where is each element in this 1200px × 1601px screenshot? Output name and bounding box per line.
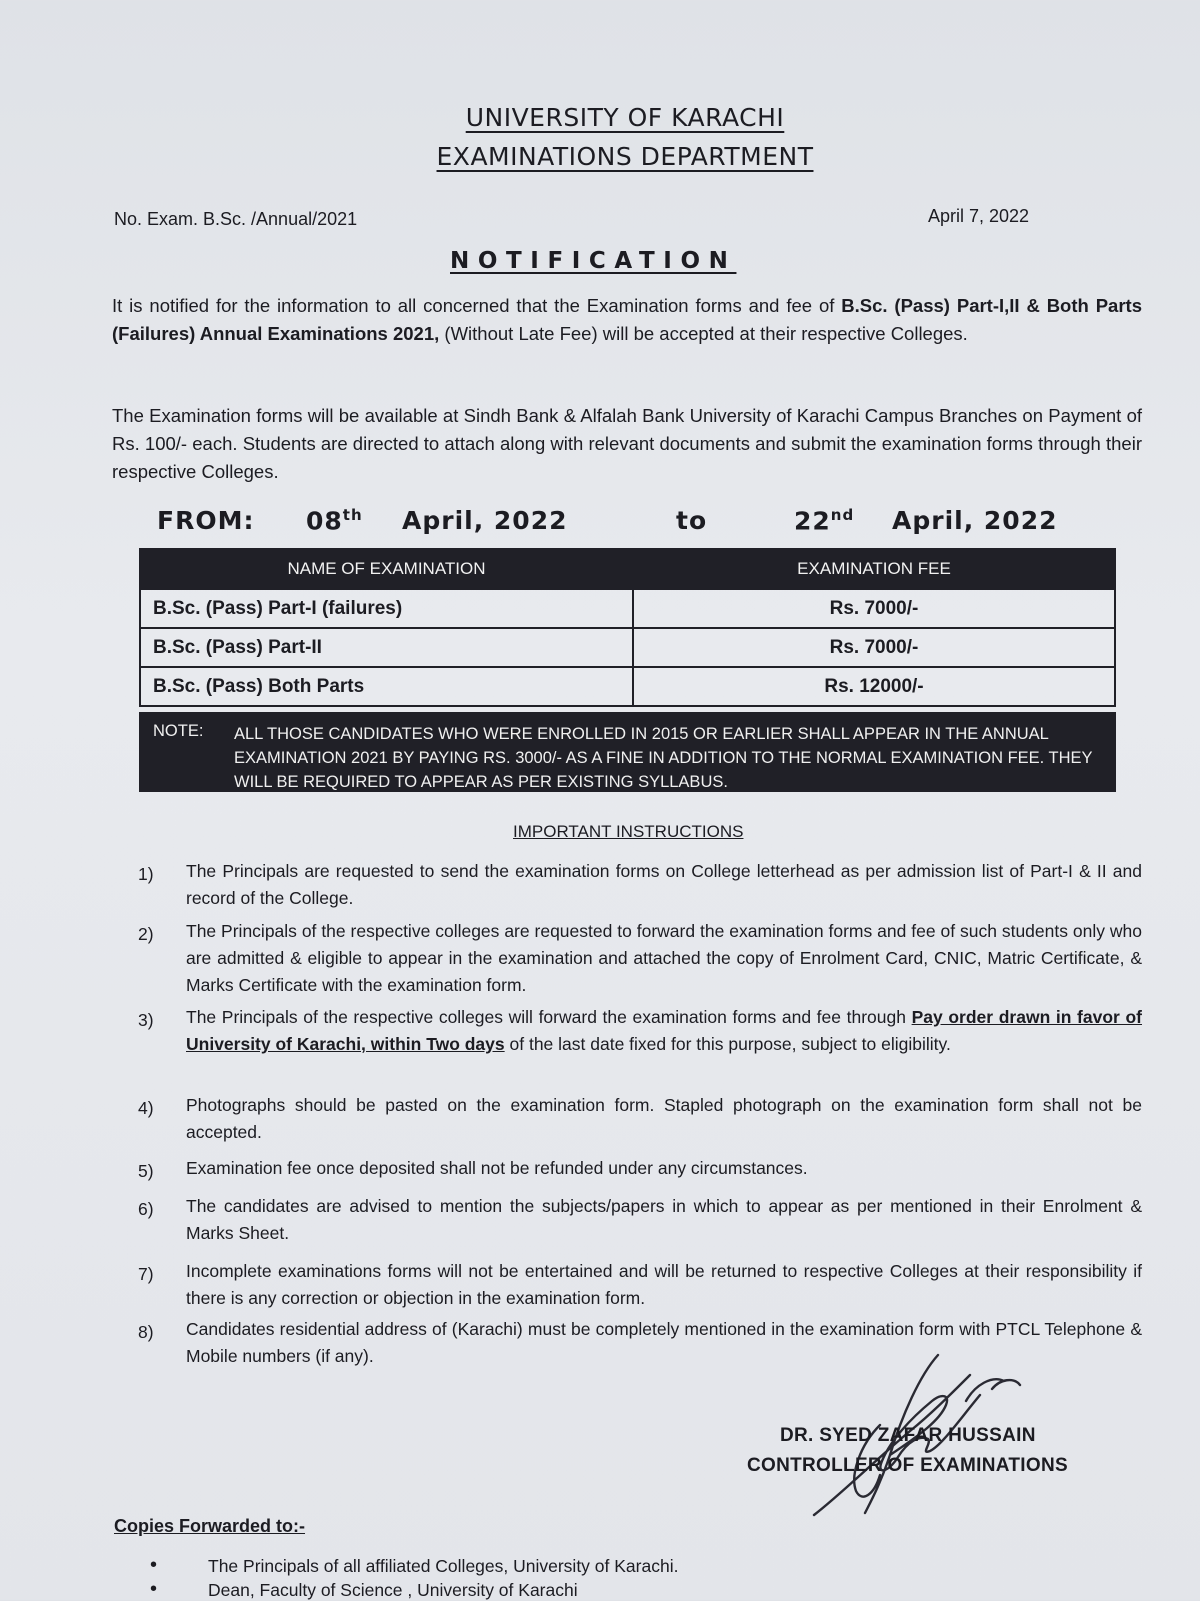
from-label: FROM: [157,506,255,535]
table-row [140,589,1115,628]
instruction-item [112,918,1142,999]
table-row [140,667,1115,706]
bullet-icon: • [150,1578,158,1600]
note-label: NOTE: [153,722,204,740]
to-date [794,506,854,535]
exam-fee-cell: Rs. 7000/- [633,589,1115,628]
instruction-text-c: of the last date fixed for this purpose, subject to eligibility. [504,1034,951,1054]
reference-number: No. Exam. B.Sc. /Annual/2021 [114,209,358,229]
fee-table [139,548,1116,707]
instruction-number: 1) [138,864,154,884]
instruction-number: 5) [138,1161,154,1181]
exam-name-cell: B.Sc. (Pass) Both Parts [140,667,633,706]
copy-recipient: Dean, Faculty of Science , University of Karachi [208,1580,578,1600]
to-label: to [676,506,708,535]
paragraph-1-outro: (Without Late Fee) will be accepted at their respective Colleges. [439,323,968,344]
instruction-number: 4) [138,1098,154,1118]
exam-name-cell: B.Sc. (Pass) Part-II [140,628,633,667]
list-item [150,1580,578,1601]
fee-table-header-name: NAME OF EXAMINATION [140,549,633,589]
instruction-text: The candidates are advised to mention the subjects/papers in which to appear as per mentioned in their Enrolment & Marks Sheet. [186,1196,1142,1243]
instructions-title: IMPORTANT INSTRUCTIONS [513,822,744,841]
instruction-text: Candidates residential address of (Karachi) must be completely mentioned in the examination form with PTCL Telephone & Mobile numbers (if any). [186,1319,1142,1366]
instruction-item [112,1193,1142,1247]
instruction-text [186,1004,1142,1058]
instruction-text: Incomplete examinations forms will not be entertained and will be returned to respective Colleges at their responsibility if there is any correction or objection in the examination form. [186,1261,1142,1308]
instruction-number: 2) [138,924,154,944]
to-day: 22 [794,506,831,536]
paragraph-1-intro: It is notified for the information to all concerned that the Examination forms and fee of [112,295,842,316]
notice-date: April 7, 2022 [928,206,1030,226]
table-row [140,628,1115,667]
note-box [139,712,1116,792]
list-item [150,1556,678,1577]
department-name: EXAMINATIONS DEPARTMENT [436,142,814,171]
instruction-text: The Principals of the respective colleges are requested to forward the examination forms and fee of such students only who are admitted & eligible to appear in the examination and attached the copy of Enrolment Card, CNIC, Matric Certificate, & Marks Certificate with the examination form. [186,921,1142,995]
bullet-icon: • [150,1554,158,1576]
instruction-item [112,1004,1142,1058]
university-name: UNIVERSITY OF KARACHI [465,103,785,132]
instruction-text-a: The Principals of the respective colleges will forward the examination forms and fee through [186,1007,912,1027]
instruction-item [112,858,1142,912]
copies-title: Copies Forwarded to:- [114,1516,306,1536]
to-month-year: April, 2022 [892,506,1058,535]
paragraph-2: The Examination forms will be available at Sindh Bank & Alfalah Bank University of Karachi Campus Branches on Payment of Rs. 100/- each. Students are directed to attach along with relevant documents and submit the examination forms through their respective Colleges. [112,405,1142,482]
to-suffix: nd [830,506,855,524]
instruction-text: Examination fee once deposited shall not be refunded under any circumstances. [186,1158,808,1178]
instruction-number: 3) [138,1010,154,1030]
instruction-item [112,1092,1142,1146]
instruction-text-underlined: Pay order drawn in favor of University of Karachi, within Two days [186,1007,1142,1054]
paragraph-1-exam-name: B.Sc. (Pass) Part-I,II & Both Parts (Failures) Annual Examinations 2021, [112,295,1142,344]
note-text: ALL THOSE CANDIDATES WHO WERE ENROLLED IN 2015 OR EARLIER SHALL APPEAR IN THE ANNUAL EXAMINATION 2021 BY PAYING RS. 3000/- AS A FINE IN ADDITION TO THE NORMAL EXAMINATION FEE. THEY WILL BE REQUIRED TO APPEAR AS PER EXISTING SYLLABUS. [234,725,1093,791]
exam-name-cell: B.Sc. (Pass) Part-I (failures) [140,589,633,628]
fee-table-header-row [140,549,1115,589]
instruction-number: 6) [138,1199,154,1219]
exam-fee-cell: Rs. 7000/- [633,628,1115,667]
instruction-item [112,1155,1142,1182]
from-day: 08 [306,506,343,536]
signatory-name: DR. SYED ZAFAR HUSSAIN [780,1425,1036,1446]
instruction-number: 7) [138,1264,154,1284]
fee-table-header-fee: EXAMINATION FEE [633,549,1115,589]
notification-title: NOTIFICATION [450,248,737,274]
instruction-number: 8) [138,1322,154,1342]
copy-recipient: The Principals of all affiliated Colleges, University of Karachi. [208,1556,679,1576]
instruction-item [112,1258,1142,1312]
from-suffix: th [342,506,363,524]
from-month-year: April, 2022 [402,506,568,535]
instruction-text: Photographs should be pasted on the examination form. Stapled photograph on the examination form shall not be accepted. [186,1095,1142,1142]
from-date [306,506,363,535]
exam-fee-cell: Rs. 12000/- [633,667,1115,706]
signatory-title: CONTROLLER OF EXAMINATIONS [747,1455,1068,1476]
instruction-text: The Principals are requested to send the examination forms on College letterhead as per admission list of Part-I & II and record of the College. [186,861,1142,908]
paragraph-1 [112,292,1142,348]
